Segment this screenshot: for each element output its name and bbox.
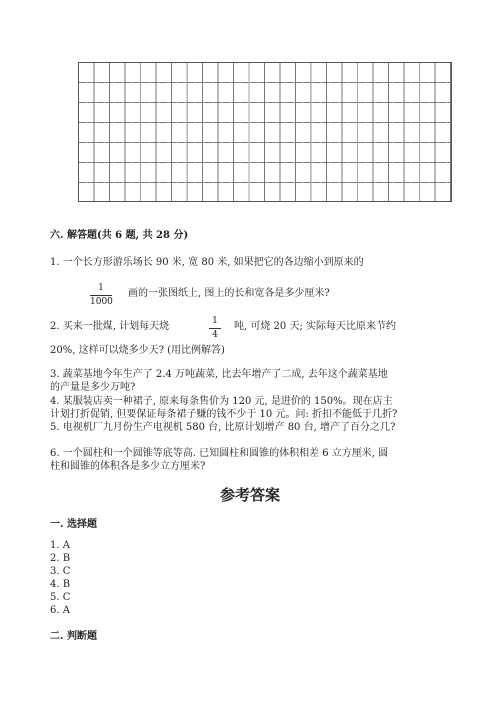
- question-6-line-1: 6. 一个圆柱和一个圆锥等底等高. 已知圆柱和圆锥的体积相差 6 立方厘米, 圆: [50, 448, 389, 459]
- answers-part-2-title: 二. 判断题: [50, 631, 97, 642]
- question-4-line-2: 计划打折促销, 但要保证每条裙子赚的钱不少于 10 元。问: 折扣不能低于几折?: [50, 409, 398, 420]
- answer-item: 1. A: [50, 540, 70, 551]
- question-1-line-2: 画的一张图纸上, 图上的长和宽各是多少厘米?: [128, 288, 330, 299]
- answers-heading: 参考答案: [219, 486, 280, 504]
- question-3-line-1: 3. 蔬菜基地今年生产了 2.4 万吨蔬菜, 比去年增产了二成, 去年这个蔬菜基地: [50, 369, 388, 380]
- answers-part-1-title: 一. 选择题: [50, 519, 97, 530]
- answer-item: 6. A: [50, 605, 70, 616]
- question-5-line-1: 5. 电视机厂九月份生产电视机 580 台, 比原计划增产 80 台, 增产了百分之几?: [50, 422, 396, 433]
- fraction-bar: [209, 328, 221, 329]
- answer-item: 2. B: [50, 553, 71, 564]
- question-6-line-2: 柱和圆锥的体积各是多少立方厘米?: [50, 461, 206, 472]
- question-2-line-1b: 吨, 可烧 20 天; 实际每天比原来节约: [234, 321, 396, 332]
- question-2-line-1a: 2. 买来一批煤, 计划每天烧: [50, 321, 170, 332]
- answer-item: 4. B: [50, 579, 71, 590]
- question-3-line-2: 的产量是多少万吨?: [50, 382, 136, 393]
- question-2-line-2: 20%, 这样可以烧多少天? (用比例解答): [50, 345, 225, 356]
- section-title: 六. 解答题(共 6 题, 共 28 分): [50, 230, 189, 241]
- answer-grid: [78, 62, 452, 202]
- fraction-denominator: 1000: [90, 297, 113, 307]
- fraction-bar: [90, 295, 112, 296]
- fraction-1-4: [209, 316, 221, 341]
- answer-item: 5. C: [50, 592, 71, 603]
- question-4-line-1: 4. 某服装店卖一种裙子, 原来每条售价为 120 元, 是进价的 150%。现在店主: [50, 396, 393, 407]
- fraction-1-1000: [90, 283, 112, 308]
- fraction-numerator: 1: [98, 283, 104, 293]
- fraction-numerator: 1: [212, 316, 218, 326]
- question-1-line-1: 1. 一个长方形游乐场长 90 米, 宽 80 米, 如果把它的各边缩小到原来的: [50, 257, 364, 268]
- fraction-denominator: 4: [212, 330, 218, 340]
- answer-item: 3. C: [50, 566, 71, 577]
